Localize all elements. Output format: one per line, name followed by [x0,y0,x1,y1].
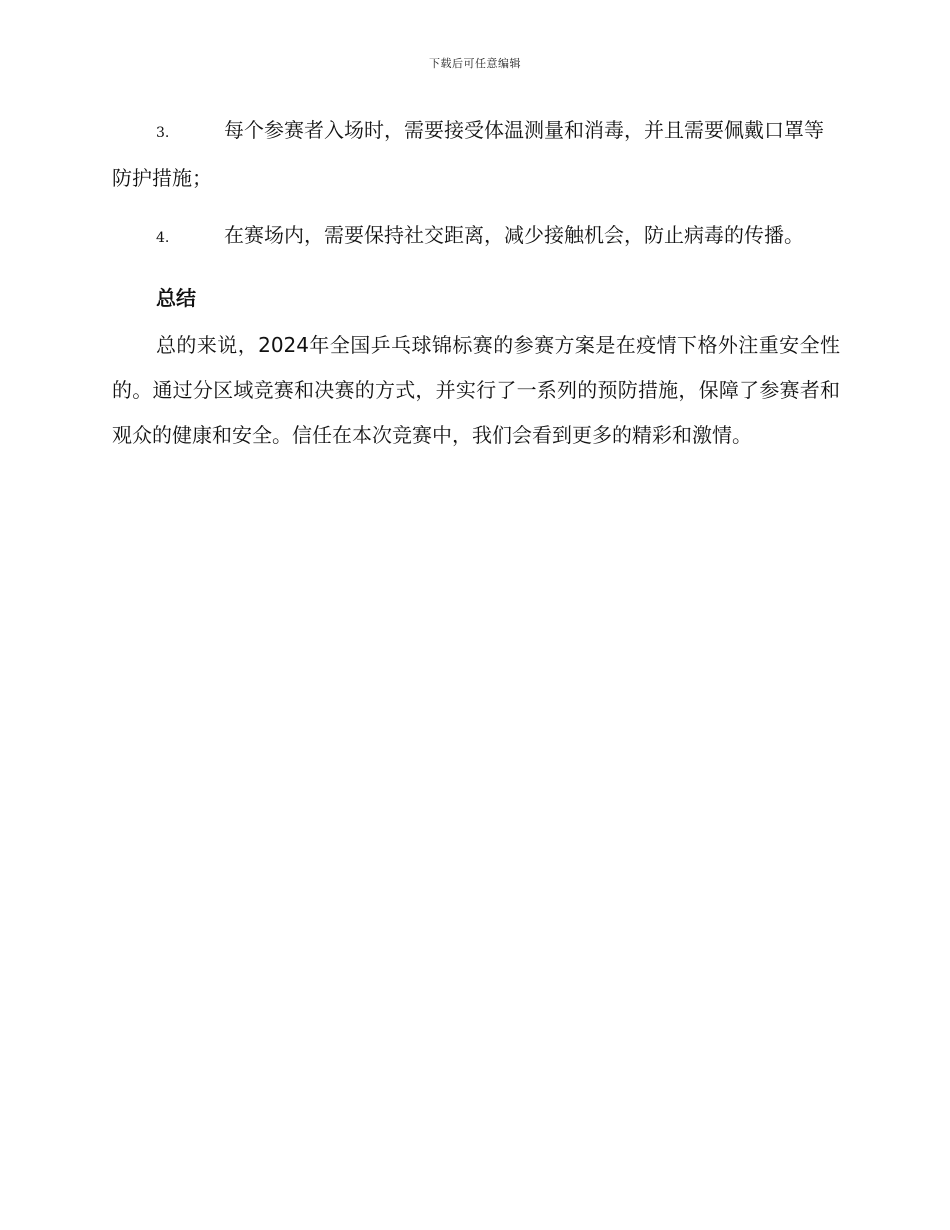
document-body [112,108,840,458]
list-item-text: 在赛场内，需要保持社交距离，减少接触机会，防止病毒的传播。 [224,223,804,247]
list-item-number: 3. [156,125,170,141]
section-heading-summary: 总结 [156,286,196,310]
list-item [112,213,840,261]
page-header: 下载后可任意编辑 [429,57,521,70]
list-item-number: 4. [156,230,170,246]
list-item-text: 每个参赛者入场时，需要接受体温测量和消毒，并且需要佩戴口罩等防护措施； [112,118,824,190]
list-item [112,108,840,201]
summary-paragraph: 总的来说，2024年全国乒乓球锦标赛的参赛方案是在疫情下格外注重安全性的。通过分区域竞赛和决赛的方式，并实行了一系列的预防措施，保障了参赛者和观众的健康和安全。信任在本次竞赛中，我们会看到更多的精彩和激情。 [112,333,840,447]
